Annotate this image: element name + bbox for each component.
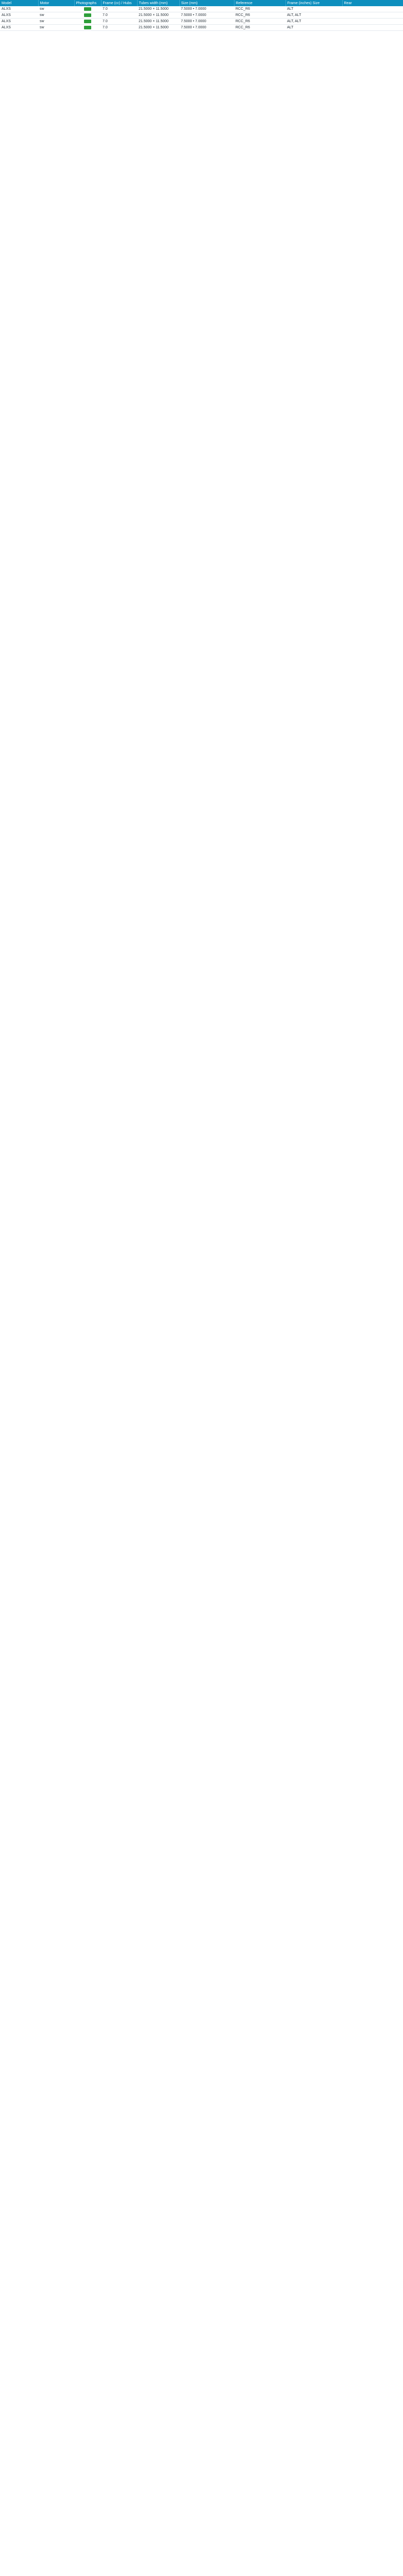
table-cell: sw [38,6,74,12]
table-row[interactable] [0,12,403,19]
table-cell: RCC_R6 [234,19,286,25]
table-cell: sw [38,25,74,31]
table-cell: RCC_R6 [234,25,286,31]
column-header[interactable]: Frame (inches) Size [286,0,342,6]
table-cell: 21.5000 × 11.5000 [137,12,179,19]
column-header[interactable]: Tubes width (mm) [137,0,179,6]
table-cell: 7.0 [101,19,137,25]
column-header[interactable]: Photographs [74,0,101,6]
table-cell [342,19,403,25]
table-row[interactable] [0,6,403,12]
table-cell: RCC_R6 [234,12,286,19]
table-cell: 21.5000 × 11.5000 [137,25,179,31]
table-cell: RCC_R6 [234,6,286,12]
column-header[interactable]: Frame (cc) / Hubs [101,0,137,6]
table-cell: sw [38,19,74,25]
table-body [0,6,403,31]
table-cell [74,12,101,19]
table-row[interactable] [0,25,403,31]
photo-badge-icon[interactable] [84,26,91,29]
table-cell: 7.0 [101,6,137,12]
column-header[interactable]: Model [0,0,38,6]
table-cell: 21.5000 × 11.5000 [137,6,179,12]
table-cell: ALT, ALT [286,19,342,25]
table-cell [342,12,403,19]
photo-badge-icon[interactable] [84,20,91,23]
table-cell: ALT, ALT [286,12,342,19]
table-cell: sw [38,12,74,19]
column-header[interactable]: Size (mm) [179,0,234,6]
table-cell: ALXS [0,19,38,25]
table-cell: 7.0 [101,25,137,31]
table-cell: 7.5000 • 7.0000 [179,6,234,12]
column-header[interactable]: Rear [342,0,403,6]
table-header-row [0,0,403,6]
photo-badge-icon[interactable] [84,13,91,17]
table-cell: 7.5000 • 7.0000 [179,19,234,25]
table-row[interactable] [0,19,403,25]
table-cell: 7.0 [101,12,137,19]
table-cell [74,6,101,12]
table-cell: ALXS [0,25,38,31]
table-cell: 21.5000 × 11.5000 [137,19,179,25]
table-cell: 7.5000 • 7.0000 [179,25,234,31]
table-cell [342,6,403,12]
photo-badge-icon[interactable] [84,7,91,11]
column-header[interactable]: Reference [234,0,286,6]
table-cell: ALXS [0,12,38,19]
table-cell: ALXS [0,6,38,12]
table-cell [342,25,403,31]
table-cell: 7.5000 • 7.0000 [179,12,234,19]
table-cell: ALT [286,6,342,12]
column-header[interactable]: Motor [38,0,74,6]
data-table-page [0,0,403,31]
table-cell [74,19,101,25]
data-table [0,0,403,31]
table-cell [74,25,101,31]
table-cell: ALT [286,25,342,31]
